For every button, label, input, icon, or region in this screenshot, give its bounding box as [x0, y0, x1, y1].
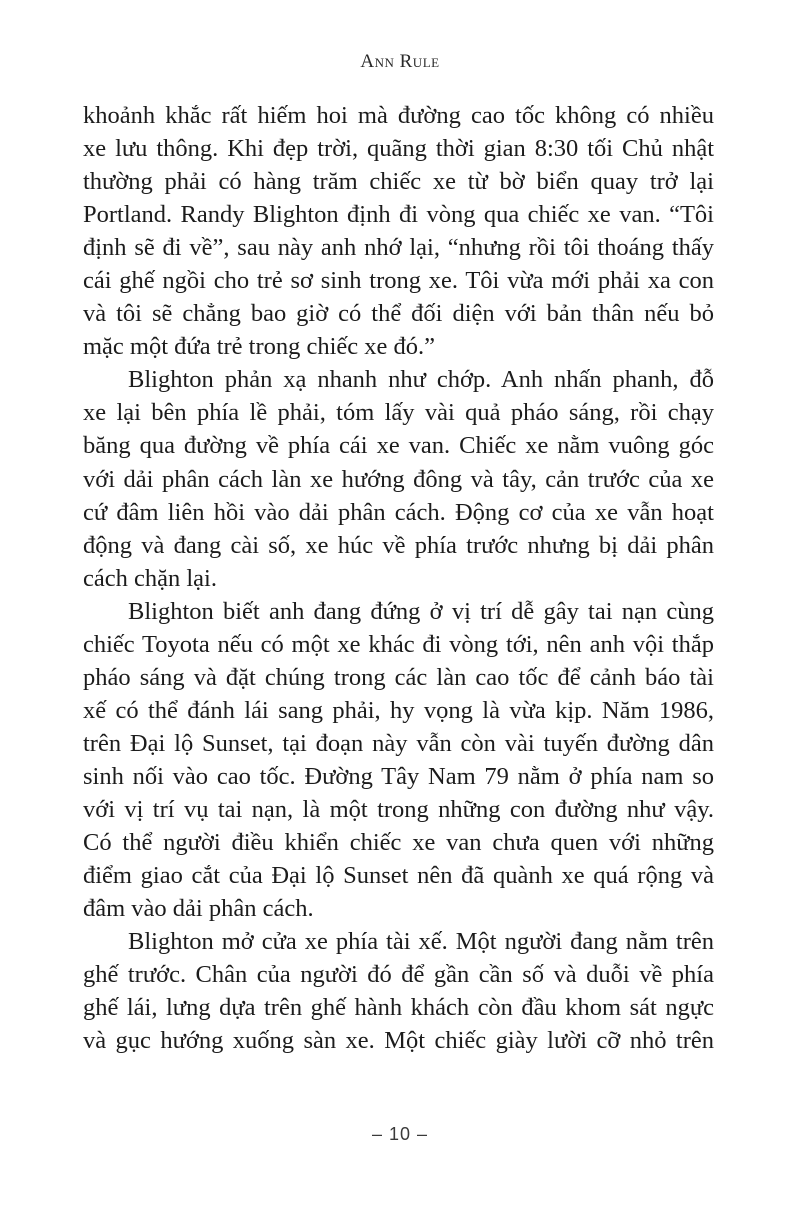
text-line: trên Đại lộ Sunset, tại đoạn này vẫn còn vài tuyến đường dân [83, 729, 714, 757]
text-line: Có thể người điều khiển chiếc xe van chưa quen với những [83, 829, 714, 857]
running-head-author: Ann Rule [360, 51, 440, 72]
text-line: mặc một đứa trẻ trong chiếc xe đó.” [83, 333, 436, 361]
text-line: xe lại bên phía lề phải, tóm lấy vài quả pháo sáng, rồi chạy [83, 399, 714, 427]
text-line: động và đang cài số, xe húc về phía trước nhưng bị dải phân [83, 531, 714, 559]
text-line: sinh nối vào cao tốc. Đường Tây Nam 79 nằm ở phía nam so [83, 762, 714, 790]
text-line: băng qua đường về phía cái xe van. Chiếc xe nằm vuông góc [83, 432, 714, 460]
text-line: cách chặn lại. [83, 564, 217, 592]
text-line: khoảnh khắc rất hiếm hoi mà đường cao tốc không có nhiều [83, 102, 714, 129]
text-line: Blighton biết anh đang đứng ở vị trí dễ gây tai nạn cùng [128, 597, 714, 625]
text-line: xe lưu thông. Khi đẹp trời, quãng thời gian 8:30 tối Chủ nhật [83, 135, 714, 163]
text-line: thường phải có hàng trăm chiếc xe từ bờ biển quay trở lại [83, 168, 714, 196]
text-line: Blighton mở cửa xe phía tài xế. Một người đang nằm trên [128, 928, 714, 956]
text-line: xế có thể đánh lái sang phải, hy vọng là vừa kịp. Năm 1986, [83, 696, 714, 724]
text-line: ghế lái, lưng dựa trên ghế hành khách còn đầu khom sát ngực [83, 994, 714, 1022]
text-line: và gục hướng xuống sàn xe. Một chiếc giày lười cỡ nhỏ trên [83, 1027, 714, 1055]
text-line: điểm giao cắt của Đại lộ Sunset nên đã quành xe quá rộng và [83, 862, 714, 890]
text-line: với dải phân cách làn xe hướng đông và tây, cản trước của xe [83, 465, 714, 493]
text-line: chiếc Toyota nếu có một xe khác đi vòng tới, nên anh vội thắp [83, 630, 714, 658]
text-line: và tôi sẽ chẳng bao giờ có thể đối diện với bản thân nếu bỏ [83, 300, 714, 328]
body-text [83, 99, 714, 1057]
page-number: – 10 – [371, 1124, 429, 1144]
text-line: với vị trí vụ tai nạn, là một trong những con đường như vậy. [83, 795, 714, 823]
text-line: Portland. Randy Blighton định đi vòng qua chiếc xe van. “Tôi [83, 201, 714, 229]
text-line: định sẽ đi về”, sau này anh nhớ lại, “nhưng rồi tôi thoáng thấy [83, 234, 714, 262]
text-line: Blighton phản xạ nhanh như chớp. Anh nhấn phanh, đỗ [128, 366, 714, 394]
text-line: cái ghế ngồi cho trẻ sơ sinh trong xe. Tôi vừa mới phải xa con [83, 267, 714, 295]
text-line: ghế trước. Chân của người đó để gần cần số và duỗi về phía [83, 961, 714, 989]
text-line: đâm vào dải phân cách. [83, 895, 314, 923]
text-line: pháo sáng và đặt chúng trong các làn cao tốc để cảnh báo tài [83, 663, 714, 691]
text-line: cứ đâm liên hồi vào dải phân cách. Động cơ của xe vẫn hoạt [83, 498, 714, 526]
